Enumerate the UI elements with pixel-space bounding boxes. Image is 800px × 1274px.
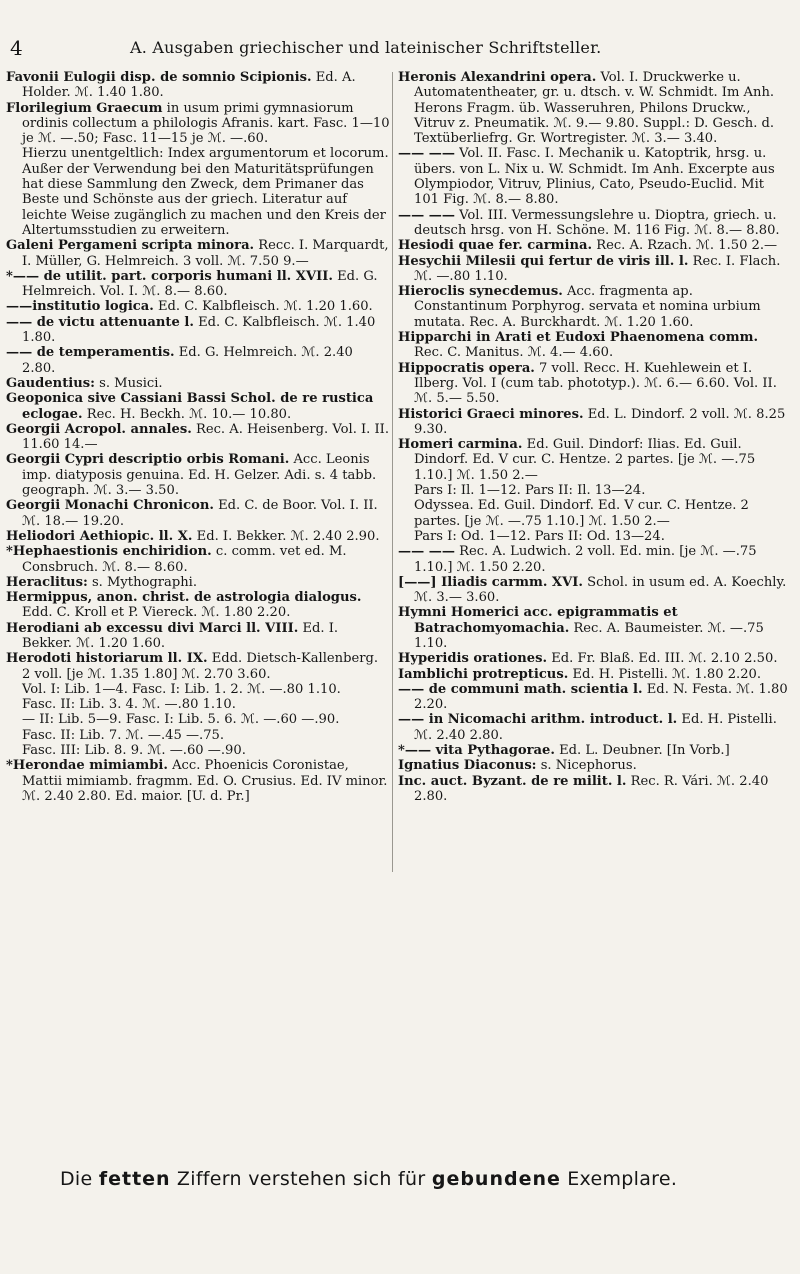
entry-details: Außer der Verwendung bei den Maturitätsprüfungen hat diese Sammlung den Zweck, dem Primaner das Beste und Schönste aus der griech. Literatur auf leichte Weise zugänglich zu machen und den Kreis der Altertumsstudien zu erweitern. [22,161,386,238]
entry-details: Odyssea. Ed. Guil. Dindorf. Ed. V cur. C. Hentze. 2 partes. [je ℳ. —.75 1.10.] ℳ. 1.50 2.— [414,498,749,529]
catalog-entry [414,483,790,498]
catalog-entry [414,498,790,529]
entry-details: s. Musici. [99,375,163,391]
entry-details: Acc. Leonis imp. diatyposis genuina. Ed. H. Gelzer. Adi. s. 4 tabb. geograph. ℳ. 3.— 3.50. [22,452,377,499]
column-divider [392,72,393,872]
entry-title: —— de temperamentis. [6,345,175,361]
catalog-entry [398,605,790,651]
catalog-entry [6,299,390,315]
entry-title: —— —— [398,544,455,560]
catalog-entry [6,590,390,621]
entry-details: Ed. G. Helmreich. Vol. I. ℳ. 8.— 8.60. [22,268,378,300]
entry-details: Ed. Guil. Dindorf: Ilias. Ed. Guil. Dindorf. Ed. V cur. C. Hentze. 2 partes. [je ℳ. —.75 1.10.] ℳ. 1.50 2.— [414,437,756,483]
catalog-entry [6,528,390,544]
entry-title: Heliodori Aethiopic. ll. X. [6,528,193,544]
catalog-entry [6,314,390,346]
catalog-entry [22,682,390,697]
entry-title: —— in Nicomachi arithm. introduct. l. [398,712,678,728]
entry-details: Edd. Dietsch-Kallenberg. 2 voll. [je ℳ. 1.35 1.80] ℳ. 2.70 3.60. [22,651,379,682]
entry-title: Florilegium Graecum [6,100,163,116]
catalog-entry [398,544,790,575]
entry-title: Inc. auct. Byzant. de re milit. l. [398,773,627,789]
right-column [398,70,790,804]
catalog-entry [398,253,790,285]
catalog-entry [6,100,390,147]
catalog-entry [6,620,390,652]
entry-title: Gaudentius: [6,375,95,391]
entry-title: Georgii Monachi Chronicon. [6,498,214,514]
entry-details: Fasc. III: Lib. 8. 9. ℳ. —.60 —.90. [22,743,246,759]
entry-details: Vol. I: Lib. 1—4. Fasc. I: Lib. 1. 2. ℳ. —.80 1.10. [22,681,341,697]
catalog-entry [6,421,390,453]
catalog-entry [22,728,390,743]
footer-bold-1: fetten [98,1168,171,1190]
catalog-entry [398,681,790,713]
catalog-entry [398,360,790,407]
catalog-entry [6,758,390,804]
entry-title: Ignatius Diaconus: [398,758,537,774]
entry-details: Recc. I. Marquardt, I. Müller, G. Helmreich. 3 voll. ℳ. 7.50 9.— [22,238,389,269]
entry-details: Ed. L. Dindorf. 2 voll. ℳ. 8.25 9.30. [414,406,786,437]
entry-title: Hesychii Milesii qui fertur de viris ill. l. [398,253,689,269]
catalog-entry [22,712,390,727]
catalog-entry [398,773,790,805]
catalog-entry [414,529,790,544]
running-title: A. Ausgaben griechischer und lateinischer Schriftsteller. [130,38,602,57]
entry-details: Rec. A. Heisenberg. Vol. I. II. 11.60 14.— [22,421,390,453]
entry-details: Rec. A. Ludwich. 2 voll. Ed. min. [je ℳ. —.75 1.10.] ℳ. 1.50 2.20. [414,544,757,575]
catalog-entry [398,330,790,361]
entry-title: *Hephaestionis enchiridion. [6,544,212,560]
entry-title: ——institutio logica. [6,299,154,315]
entry-details: 7 voll. Recc. H. Kuehlewein et I. Ilberg. Vol. I (cum tab. phototyp.). ℳ. 6.— 6.60. Vol. II. ℳ. 5.— 5.50. [414,360,777,407]
entry-details: Ed. L. Deubner. [In Vorb.] [559,743,730,759]
entry-details: Ed. H. Pistelli. ℳ. 2.40 2.80. [414,712,777,743]
entry-title: Herodiani ab excessu divi Marci ll. VIII. [6,620,299,636]
entry-title: Heronis Alexandrini opera. [398,70,597,85]
entry-title: *—— vita Pythagorae. [398,743,555,759]
entry-title: Homeri carmina. [398,437,523,453]
catalog-entry [398,651,790,667]
catalog-entry [22,743,390,758]
catalog-entry [398,437,790,483]
entry-details: Schol. in usum ed. A. Koechly. ℳ. 3.— 3.60. [414,574,787,606]
entry-title: —— —— [398,146,455,162]
catalog-entry [22,162,390,238]
entry-title: *—— de utilit. part. corporis humani ll. XVII. [6,268,333,284]
entry-title: Hermippus, anon. christ. de astrologia dialogus. [6,590,362,606]
entry-details: Fasc. II: Lib. 7. ℳ. —.45 —.75. [22,727,225,743]
page-header [0,36,800,60]
catalog-entry [6,238,390,269]
entry-details: Ed. N. Festa. ℳ. 1.80 2.20. [414,681,788,713]
catalog-entry [6,574,390,590]
catalog-entry [6,345,390,376]
catalog-entry [22,146,390,161]
entry-details: Ed. I. Bekker. ℳ. 2.40 2.90. [196,528,380,544]
catalog-entry [398,406,790,438]
entry-details: Acc. Phoenicis Coronistae, Mattii mimiamb. fragmm. Ed. O. Crusius. Ed. IV minor. ℳ. 2.40 2.80. Ed. maior. [U. d. Pr.] [22,758,388,804]
entry-details: Pars I: Od. 1—12. Pars II: Od. 13—24. [414,528,665,544]
entry-details: Ed. A. Holder. ℳ. 1.40 1.80. [22,70,356,101]
entry-title: Geoponica sive Cassiani Bassi Schol. de re rustica eclogae. [6,391,374,422]
entry-title: Georgii Cypri descriptio orbis Romani. [6,452,290,468]
entry-title: Favonii Eulogii disp. de somnio Scipionis. [6,70,312,85]
catalog-entry [6,498,390,529]
entry-details: Ed. G. Helmreich. ℳ. 2.40 2.80. [22,345,353,376]
entry-title: Herodoti historiarum ll. IX. [6,651,208,667]
entry-details: Rec. A. Baumeister. ℳ. —.75 1.10. [414,620,764,651]
footer-bold-2: gebundene [431,1168,561,1190]
catalog-entry [6,651,390,682]
entry-details: Vol. III. Vermessungslehre u. Dioptra, griech. u. deutsch hrsg. von H. Schöne. M. 116 Fig. ℳ. 8.— 8.80. [414,207,780,238]
entry-details: Rec. C. Manitus. ℳ. 4.— 4.60. [414,345,614,361]
entry-details: Acc. fragmenta ap. Constantinum Porphyrog. servata et nomina urbium mutata. Rec. A. Burckhardt. ℳ. 1.20 1.60. [414,284,761,330]
footer-text-1: Die [60,1168,93,1190]
catalog-entry [398,758,790,774]
entry-details: s. Nicephorus. [540,758,637,774]
entry-title: Galeni Pergameni scripta minora. [6,238,255,254]
entry-details: Ed. C. de Boor. Vol. I. II. ℳ. 18.— 19.20. [22,498,378,529]
entry-details: Ed. C. Kalbfleisch. ℳ. 1.40 1.80. [22,314,376,346]
catalog-entry [398,712,790,743]
entry-details: Ed. H. Pistelli. ℳ. 1.80 2.20. [572,666,762,682]
catalog-entry [398,70,790,147]
entry-details: Edd. C. Kroll et P. Viereck. ℳ. 1.80 2.20. [22,605,291,621]
catalog-entry [22,697,390,712]
catalog-entry [398,666,790,682]
catalog-entry [6,452,390,499]
catalog-entry [6,70,390,101]
entry-details: Rec. H. Beckh. ℳ. 10.— 10.80. [86,406,292,422]
entry-details: Vol. II. Fasc. I. Mechanik u. Katoptrik, hrsg. u. übers. von L. Nix u. W. Schmidt. Im Anh. Excerpte aus Olympiodor, Vitruv, Plinius, Cato, Pseudo-Euclid. Mit 101 Fig. ℳ. 8.— 8.80. [414,146,775,208]
entry-details: Vol. I. Druckwerke u. Automatentheater, gr. u. dtsch. v. W. Schmidt. Im Anh. Herons Fragm. üb. Wasseruhren, Philons Druckw., Vitruv z. Pneumatik. ℳ. 9.— 9.80. Suppl.: D. Gesch. d. Textüberliefrg. Gr. Wortregister. ℳ. 3.— 3.40. [414,70,775,147]
entry-title: Hieroclis synecdemus. [398,284,563,300]
entry-title: Iamblichi protrepticus. [398,666,569,682]
entry-details: in usum primi gymnasiorum ordinis collectum a philologis Afranis. kart. Fasc. 1—10 je ℳ. —.50; Fasc. 11—15 je ℳ. —.60. [22,100,390,147]
entry-details: Rec. A. Rzach. ℳ. 1.50 2.— [596,238,778,254]
catalog-entry [398,207,790,239]
entry-details: Rec. I. Flach. ℳ. —.80 1.10. [414,253,781,284]
footer-text-2: Ziffern verstehen sich für [176,1168,426,1190]
catalog-entry [398,574,790,606]
catalog-entry [6,391,390,422]
catalog-entry [6,268,390,300]
entry-details: Rec. R. Vári. ℳ. 2.40 2.80. [414,773,769,804]
entry-details: s. Mythographi. [91,574,197,590]
catalog-entry [398,284,790,330]
entry-title: —— de communi math. scientia l. [398,681,643,697]
entry-title: Georgii Acropol. annales. [6,421,192,437]
catalog-entry [398,238,790,254]
entry-details: Fasc. II: Lib. 3. 4. ℳ. —.80 1.10. [22,697,236,713]
catalog-entry [6,375,390,391]
catalog-entry [6,544,390,575]
entry-title: [——] Iliadis carmm. XVI. [398,574,583,590]
catalog-entry [398,146,790,208]
entry-title: Hipparchi in Arati et Eudoxi Phaenomena comm. [398,330,759,346]
entry-title: —— de victu attenuante l. [6,314,194,330]
entry-details: c. comm. vet ed. M. Consbruch. ℳ. 8.— 8.60. [22,544,347,575]
entry-title: —— —— [398,207,455,223]
entry-details: Ed. C. Kalbfleisch. ℳ. 1.20 1.60. [157,299,373,315]
entry-details: Ed. Fr. Blaß. Ed. III. ℳ. 2.10 2.50. [551,651,778,667]
entry-title: Heraclitus: [6,574,88,590]
entry-title: Historici Graeci minores. [398,406,584,422]
entry-title: Hyperidis orationes. [398,651,548,667]
entry-details: Hierzu unentgeltlich: Index argumentorum et locorum. [22,146,389,162]
catalog-entry [398,743,790,759]
entry-details: — II: Lib. 5—9. Fasc. I: Lib. 5. 6. ℳ. —.60 —.90. [22,712,340,728]
entry-title: Hippocratis opera. [398,360,535,376]
entry-title: *Herondae mimiambi. [6,758,168,774]
entry-title: Hymni Homerici acc. epigrammatis et Batrachomyomachia. [398,605,678,636]
entry-details: Ed. I. Bekker. ℳ. 1.20 1.60. [22,620,339,651]
footer-note [60,1168,800,1190]
entry-details: Pars I: Il. 1—12. Pars II: Il. 13—24. [414,483,646,499]
left-column [6,70,390,804]
footer-text-3: Exemplare. [567,1168,678,1190]
entry-title: Hesiodi quae fer. carmina. [398,238,593,254]
page-number: 4 [10,36,23,60]
